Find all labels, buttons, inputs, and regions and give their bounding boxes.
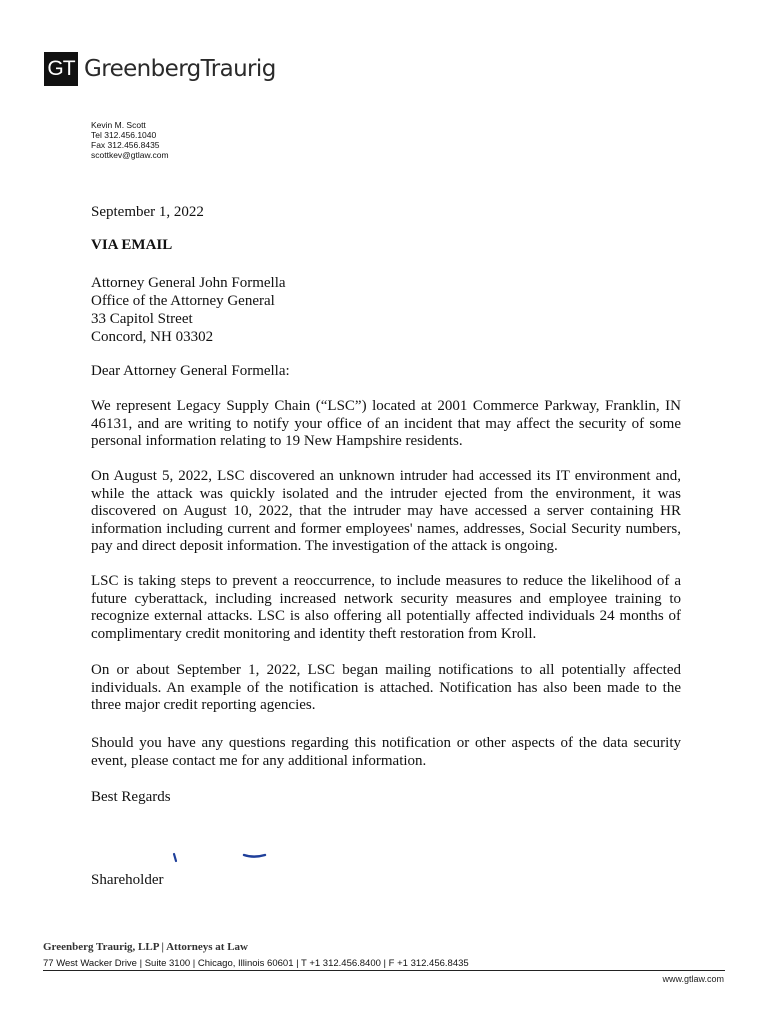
sender-fax: Fax 312.456.8435 bbox=[91, 140, 160, 150]
paragraph-notification: On or about September 1, 2022, LSC began mailing notifications to all potentially affected individuals. An example of the notification is attached. Notification has also been made to the three major credit reporting agencies. bbox=[91, 662, 681, 713]
sender-name: Kevin M. Scott bbox=[91, 120, 146, 130]
footer-website: www.gtlaw.com bbox=[662, 974, 724, 984]
paragraph-contact: Should you have any questions regarding this notification or other aspects of the data security event, please contact me for any additional information. bbox=[91, 735, 681, 769]
delivery-method: VIA EMAIL bbox=[91, 237, 173, 253]
salutation: Dear Attorney General Formella: bbox=[91, 363, 290, 379]
sender-email: scottkev@gtlaw.com bbox=[91, 150, 169, 160]
recipient-address bbox=[91, 274, 286, 346]
recipient-line-4: Concord, NH 03302 bbox=[91, 329, 214, 345]
footer-divider bbox=[43, 970, 725, 971]
signer-title: Shareholder bbox=[91, 872, 164, 888]
logo-mark: GT bbox=[44, 52, 78, 86]
paragraph-incident: On August 5, 2022, LSC discovered an unknown intruder had accessed its IT environment and, while the attack was quickly isolated and the intruder ejected from the environment, it was discovered on August 10, 2022, that the intruder may have accessed a server containing HR information including current and former employees' names, addresses, Social Security numbers, pay and direct deposit information. The investigation of the attack is ongoing. bbox=[91, 468, 681, 554]
firm-logo bbox=[44, 52, 276, 86]
recipient-line-1: Attorney General John Formella bbox=[91, 275, 286, 291]
recipient-line-3: 33 Capitol Street bbox=[91, 311, 193, 327]
paragraph-intro: We represent Legacy Supply Chain (“LSC”) located at 2001 Commerce Parkway, Franklin, IN 46131, and are writing to notify your office of an incident that may affect the security of some personal information relating to 19 New Hampshire residents. bbox=[91, 398, 681, 449]
footer-firm-name: Greenberg Traurig, LLP | Attorneys at Law bbox=[43, 941, 248, 953]
signature-mark bbox=[170, 850, 280, 870]
logo-wordmark: GreenbergTraurig bbox=[84, 56, 276, 82]
closing: Best Regards bbox=[91, 789, 171, 805]
sender-contact-block bbox=[91, 120, 169, 160]
sender-tel: Tel 312.456.1040 bbox=[91, 130, 157, 140]
recipient-line-2: Office of the Attorney General bbox=[91, 293, 275, 309]
paragraph-remediation: LSC is taking steps to prevent a reoccurrence, to include measures to reduce the likelihood of a future cyberattack, including increased network security measures and employee training to recognize external attacks. LSC is also offering all potentially affected individuals 24 months of complimentary credit monitoring and identity theft restoration from Kroll. bbox=[91, 573, 681, 642]
footer-address: 77 West Wacker Drive | Suite 3100 | Chicago, Illinois 60601 | T +1 312.456.8400 | F +1 312.456.8435 bbox=[43, 958, 469, 969]
letter-date: September 1, 2022 bbox=[91, 204, 204, 220]
